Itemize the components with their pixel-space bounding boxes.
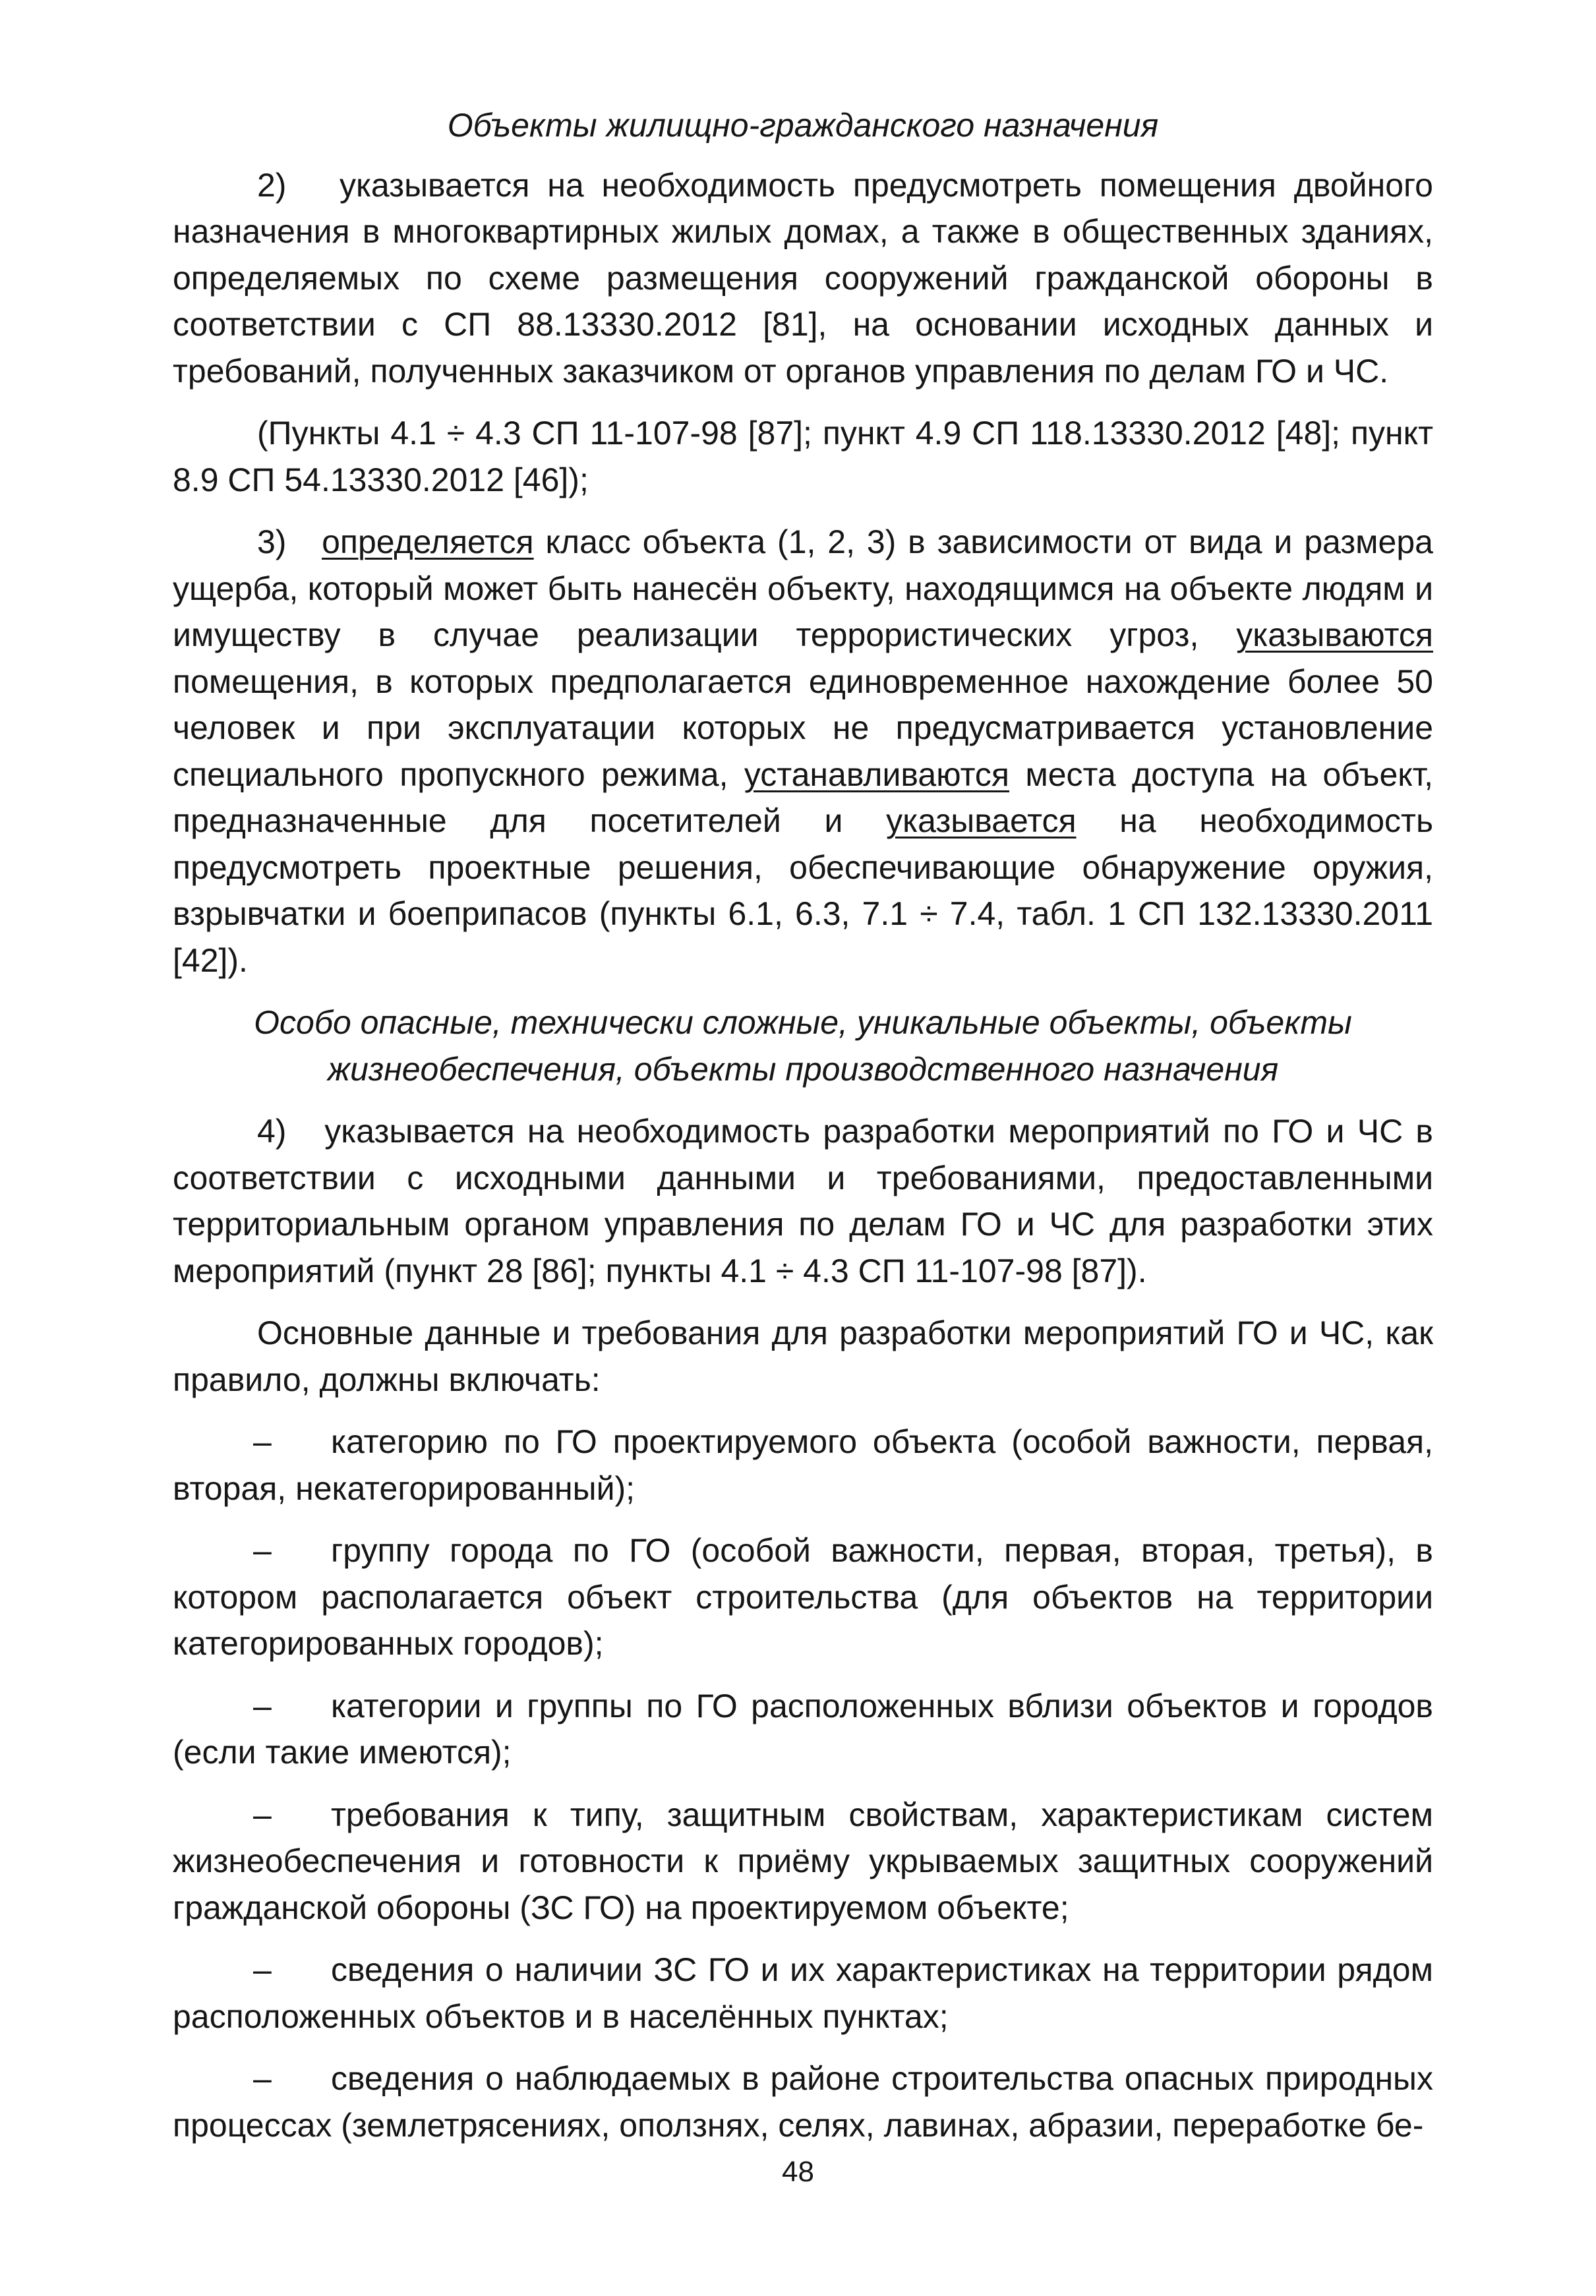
dash-marker: – (253, 1423, 272, 1460)
bullet-item (173, 1683, 1433, 1776)
dash-marker: – (253, 1951, 272, 1988)
underlined-term: указываются (1236, 616, 1433, 653)
item-text: помещения, в которых предполагается единовременное нахождение более 50 человек и при эксплуатации которых не предусматривается установление специального пропускного режима, (173, 662, 1433, 793)
item-number: 3) (257, 523, 287, 560)
dash-marker: – (253, 1532, 272, 1569)
section-heading-residential: Объекты жилищно-гражданского назначения (447, 107, 1159, 144)
item-text: указывается на необходимость предусмотреть помещения двойного назначения в многоквартирных жилых домах, а также в общественных зданиях, определяемых по схеме размещения сооружений гражданской обороны в соответствии с СП 88.13330.2012 [81], на основании исходных данных и требований, полученных заказчиком от органов управления по делам ГО и ЧС. (173, 166, 1433, 390)
bullet-text: группу города по ГО (особой важности, первая, вторая, третья), в котором располагается объект строительства (для объектов на территории категорированных городов); (173, 1532, 1433, 1662)
reference-paragraph: (Пункты 4.1 ÷ 4.3 СП 11-107-98 [87]; пункт 4.9 СП 118.13330.2012 [48]; пункт 8.9 СП 54.13330.2012 [46]); (173, 415, 1433, 498)
underlined-term: устанавливаются (744, 755, 1009, 793)
list-item-2 (173, 162, 1433, 395)
item-number: 2) (257, 166, 287, 204)
bullet-text: сведения о наблюдаемых в районе строительства опасных природных процессах (землетрясениях, оползнях, селях, лавинах, абразии, переработке бе- (173, 2060, 1433, 2144)
intro-paragraph: Основные данные и требования для разработки мероприятий ГО и ЧС, как правило, должны включать: (173, 1314, 1433, 1398)
dash-marker: – (253, 1796, 272, 1833)
list-item-3 (173, 519, 1433, 984)
bullet-item (173, 1419, 1433, 1512)
dash-marker: – (253, 2060, 272, 2097)
bullet-item (173, 1792, 1433, 1931)
list-item-4 (173, 1108, 1433, 1294)
item-text: на необходимость предусмотреть проектные решения, обеспечивающие обнаружение оружия, взрывчатки и боеприпасов (пункты 6.1, 6.3, 7.1 ÷ 7.4, табл. 1 СП 132.13330.2011 [42]). (173, 802, 1433, 979)
underlined-term: определяется (322, 523, 534, 560)
item-text: места доступа на объект, предназначенные для посетителей и (173, 755, 1433, 839)
item-number: 4) (257, 1113, 287, 1150)
bullet-text: категорию по ГО проектируемого объекта (особой важности, первая, вторая, некатегорированный); (173, 1423, 1433, 1507)
item-text: класс объекта (1, 2, 3) в зависимости от вида и размера ущерба, который может быть нанесён объекту, находящимся на объекте людям и имуществу в случае реализации террористических угроз, (173, 523, 1433, 653)
bullet-text: категории и группы по ГО расположенных вблизи объектов и городов (если такие имеются); (173, 1687, 1433, 1771)
bullet-text: требования к типу, защитным свойствам, характеристикам систем жизнеобеспечения и готовности к приёму укрываемых защитных сооружений гражданской обороны (ЗС ГО) на проектируемом объекте; (173, 1796, 1433, 1926)
bullet-text: сведения о наличии ЗС ГО и их характеристиках на территории рядом расположенных объектов и в населённых пунктах; (173, 1951, 1433, 2035)
page-number: 48 (782, 2156, 814, 2188)
bullet-item (173, 1947, 1433, 2040)
item-text: указывается на необходимость разработки мероприятий по ГО и ЧС в соответствии с исходными данными и требованиями, предоставленными территориальным органом управления по делам ГО и ЧС для разработки этих мероприятий (пункт 28 [86]; пункты 4.1 ÷ 4.3 СП 11-107-98 [87]). (173, 1113, 1433, 1289)
bullet-item (173, 2055, 1433, 2148)
section-heading-hazardous: Особо опасные, технически сложные, уникальные объекты, объекты жизнеобеспечения, объекты производственного назначения (254, 1004, 1352, 1088)
dash-marker: – (253, 1687, 272, 1724)
page-content (173, 102, 1433, 2148)
bullet-item (173, 1527, 1433, 1667)
underlined-term: указывается (886, 802, 1077, 839)
